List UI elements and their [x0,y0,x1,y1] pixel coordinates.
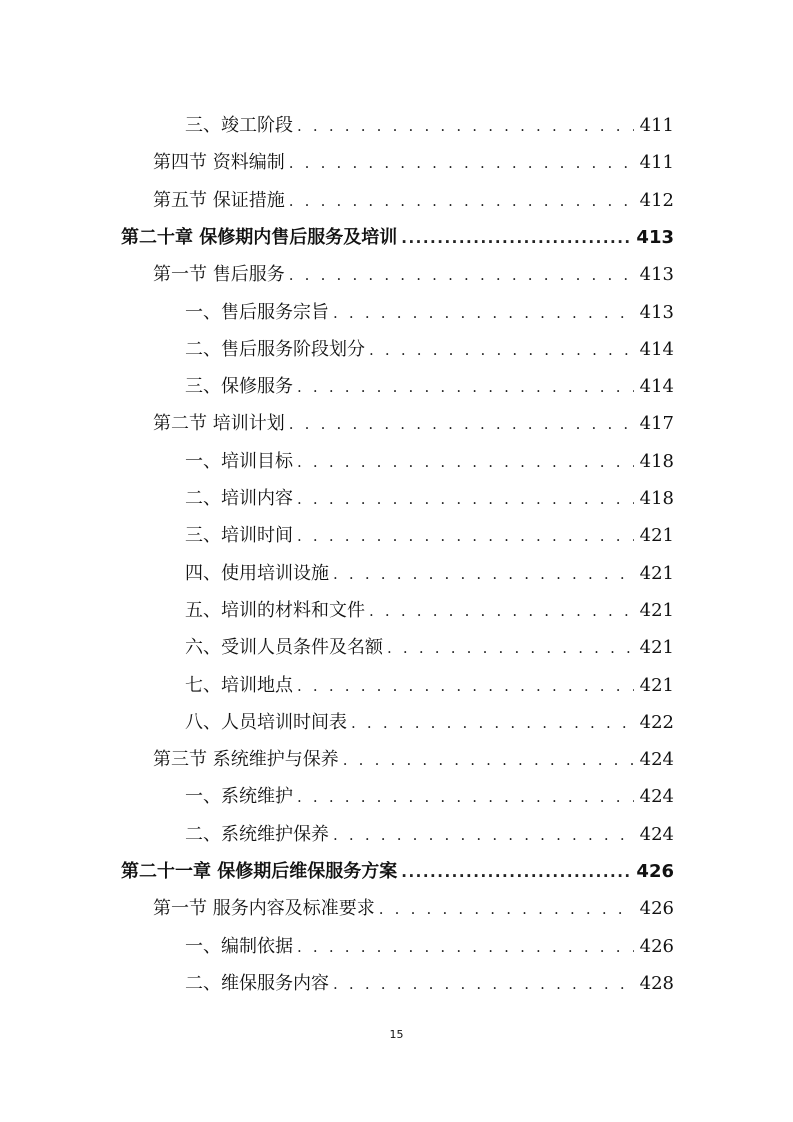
toc-entry[interactable] [185,660,674,697]
toc-entry[interactable] [185,921,674,958]
toc-entry-label: 五、培训的材料和文件 [185,599,365,621]
toc-entry-label: 二、系统维护保养 [185,823,329,845]
toc-entry-page: 422 [639,711,674,733]
dot-leader [289,152,634,174]
toc-entry-page: 414 [639,376,674,398]
toc-entry[interactable] [153,883,674,920]
dot-leader [333,302,634,324]
toc-entry-page: 421 [639,562,674,584]
toc-entry[interactable] [185,585,674,622]
toc-entry[interactable] [185,436,674,473]
toc-entry-page: 424 [639,749,674,771]
dot-leader [297,525,634,547]
toc-entry-page: 413 [636,226,674,248]
dot-leader [297,786,634,808]
toc-entry-label: 二、售后服务阶段划分 [185,338,365,360]
toc-entry-label: 一、培训目标 [185,450,293,472]
toc-entry-label: 三、培训时间 [185,525,293,547]
toc-entry-page: 426 [639,898,674,920]
page-number: 15 [389,1028,404,1041]
dot-leader [297,675,634,697]
toc-entry-label: 二、培训内容 [185,488,293,509]
dot-leader [351,712,634,734]
toc-entry-label: 六、受训人员条件及名额 [185,637,383,659]
dot-leader [369,339,634,361]
dot-leader [297,115,634,137]
toc-entry[interactable] [185,697,674,734]
toc-entry-label: 一、系统维护 [185,786,293,808]
dot-leader [333,563,634,585]
toc-entry[interactable] [185,100,674,137]
dot-leader [289,413,634,435]
toc-entry[interactable] [185,548,674,585]
toc-entry-label: 第一节 售后服务 [153,264,285,286]
dot-leader [333,973,634,995]
toc-entry-page: 426 [639,935,674,957]
dot-leader [401,861,630,883]
toc-entry-label: 第五节 保证措施 [153,189,285,211]
toc-entry-page: 424 [639,786,674,808]
toc-entry-page: 417 [639,413,674,435]
toc-entry[interactable] [185,958,674,995]
toc-entry-label: 第四节 资料编制 [153,152,285,174]
toc-entry-label: 第二节 培训计划 [153,413,285,435]
toc-entry[interactable] [185,622,674,659]
dot-leader [297,488,634,510]
toc-entry-page: 414 [639,338,674,360]
toc-entry-label: 八、人员培训时间表 [185,711,347,733]
dot-leader [289,190,634,212]
toc-entry-label: 三、竣工阶段 [185,115,293,136]
toc-entry[interactable] [185,809,674,846]
toc-entry-label: 第二十一章 保修期后维保服务方案 [121,861,398,882]
toc-entry-label: 七、培训地点 [185,674,293,696]
dot-leader [297,451,634,473]
dot-leader [289,264,634,286]
toc-entry-page: 421 [639,599,674,621]
dot-leader [333,824,634,846]
toc-chapter-entry[interactable] [121,212,674,249]
toc-entry[interactable] [185,473,674,510]
toc-entry[interactable] [153,734,674,771]
toc-entry-page: 413 [639,264,674,286]
dot-leader [369,600,634,622]
toc-entry[interactable] [153,175,674,212]
toc-entry-page: 413 [639,301,674,323]
toc-entry[interactable] [153,249,674,286]
toc-entry-page: 412 [639,189,674,211]
toc-entry[interactable] [153,137,674,174]
dot-leader [379,898,634,920]
toc-entry-page: 421 [639,674,674,696]
toc-entry-label: 第三节 系统维护与保养 [153,749,339,771]
toc-entry[interactable] [185,324,674,361]
dot-leader [297,376,634,398]
toc-entry-label: 四、使用培训设施 [185,562,329,584]
toc-entry-label: 一、编制依据 [185,935,293,957]
toc-entry[interactable] [185,287,674,324]
toc-entry-label: 三、保修服务 [185,376,293,398]
toc-entry-page: 428 [639,972,674,994]
toc-chapter-entry[interactable] [121,846,674,883]
toc-entry-label: 第二十章 保修期内售后服务及培训 [121,226,398,248]
toc-entry[interactable] [185,361,674,398]
toc-entry[interactable] [153,398,674,435]
toc-entry-page: 418 [639,488,674,509]
toc-entry-page: 421 [639,637,674,659]
toc-entry-page: 411 [639,115,674,136]
toc-entry-page: 411 [639,152,674,174]
toc-entry-label: 二、维保服务内容 [185,972,329,994]
toc-entry[interactable] [185,510,674,547]
toc-entry-page: 424 [639,823,674,845]
dot-leader [297,936,634,958]
toc-entry-page: 421 [639,525,674,547]
toc-entry-label: 第一节 服务内容及标准要求 [153,898,375,920]
toc-entry-page: 418 [639,450,674,472]
dot-leader [343,749,634,771]
dot-leader [387,637,634,659]
toc-entry-page: 426 [636,861,674,882]
dot-leader [401,227,630,249]
toc-entry-label: 一、售后服务宗旨 [185,301,329,323]
toc-entry[interactable] [185,771,674,808]
